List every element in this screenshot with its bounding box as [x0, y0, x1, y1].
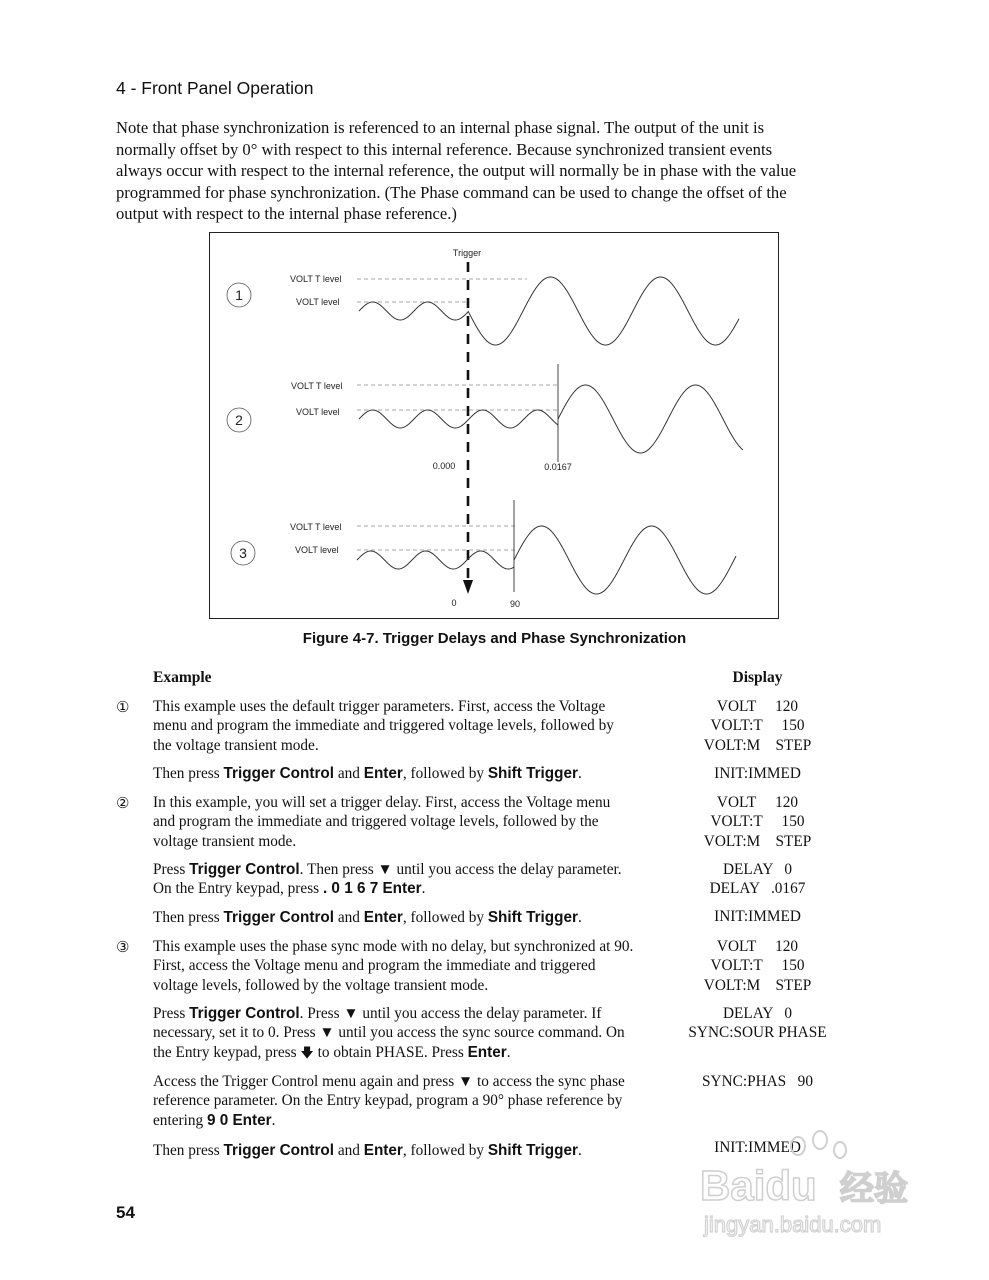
- step-2-trigger: [153, 908, 673, 927]
- intro-line: Note that phase synchronization is referenced to an internal phase signal. The output of the unit is: [116, 118, 765, 137]
- step-1-display: [670, 697, 845, 755]
- intro-paragraph: [116, 117, 866, 225]
- text: to access the sync phase: [473, 1073, 625, 1090]
- example-header: Example: [153, 669, 212, 686]
- volt-level-label: VOLT level: [296, 297, 340, 307]
- figure-frame: [210, 233, 779, 619]
- page-header: 4 - Front Panel Operation: [116, 78, 314, 98]
- text: until you access the delay parameter. If: [358, 1005, 602, 1022]
- step-2b-display: [670, 860, 845, 899]
- step-3-setup: [153, 937, 673, 995]
- text: . Press: [299, 1005, 344, 1022]
- step-2-delay: [153, 860, 673, 899]
- down-arrow-icon: ▼: [377, 861, 393, 878]
- heavy-down-arrow-icon: 🡇: [300, 1045, 314, 1061]
- step-3-display: [670, 937, 845, 995]
- key-sequence: . 0 1 6 7 Enter: [322, 880, 422, 898]
- step-3-sync-phase: [153, 1072, 673, 1130]
- step-2-display: [670, 793, 845, 851]
- display-line: DELAY 0: [723, 861, 792, 878]
- time-marker-delay: 0.0167: [544, 462, 572, 472]
- step-line: voltage levels, followed by the voltage transient mode.: [153, 976, 489, 994]
- text: until you access the sync source command. On: [334, 1024, 625, 1042]
- text: to obtain PHASE. Press: [313, 1043, 468, 1061]
- step-3-trigger: [153, 1141, 673, 1160]
- step-line: and program the immediate and triggered voltage levels, followed by the: [153, 813, 599, 831]
- text: entering: [153, 1111, 207, 1129]
- step-line: voltage transient mode.: [153, 832, 297, 850]
- step-line: In this example, you will set a trigger delay. First, access the Voltage menu: [153, 794, 611, 811]
- display-line: VOLT 120: [716, 794, 799, 811]
- key-trigger-control: Trigger Control: [189, 1005, 300, 1022]
- text: .: [577, 1142, 582, 1159]
- panel-number: 1: [235, 287, 243, 303]
- display-line: INIT:IMMED: [714, 765, 801, 782]
- display-line: VOLT 120: [716, 698, 799, 715]
- step-marker-3: ③: [116, 940, 130, 956]
- panel-number: 3: [239, 545, 247, 561]
- step-2-setup: [153, 793, 673, 851]
- phase-marker-sync: 90: [509, 599, 521, 609]
- trigger-label: Trigger: [452, 248, 482, 258]
- display-line: VOLT:T 150: [710, 813, 805, 831]
- text: .: [577, 765, 582, 782]
- text: and: [334, 1142, 364, 1159]
- display-line: VOLT:M STEP: [703, 832, 812, 850]
- step-line: This example uses the default trigger parameters. First, access the Voltage: [153, 698, 606, 715]
- text: , followed by: [402, 909, 488, 926]
- intro-line: programmed for phase synchronization. (The Phase command can be used to change the offset of the: [116, 182, 787, 202]
- display-line: DELAY .0167: [709, 880, 806, 898]
- text: and: [334, 765, 364, 782]
- key-enter: Enter: [363, 909, 403, 926]
- panel-number: 2: [235, 412, 243, 428]
- key-trigger-control: Trigger Control: [223, 909, 335, 926]
- display-line: DELAY 0: [723, 1005, 792, 1022]
- text: , followed by: [402, 765, 488, 782]
- text: Press: [153, 1005, 190, 1022]
- step-line: This example uses the phase sync mode with no delay, but synchronized at 90.: [153, 938, 634, 955]
- key-enter: Enter: [467, 1043, 507, 1061]
- step-1-setup: [153, 697, 673, 755]
- volt-level-label: VOLT level: [295, 545, 339, 555]
- down-arrow-icon: ▼: [343, 1005, 359, 1022]
- text: Then press: [153, 1142, 224, 1159]
- figure-caption: Figure 4-7. Trigger Delays and Phase Synchronization: [302, 630, 687, 647]
- step-3d-display: [670, 1138, 845, 1157]
- display-line: VOLT:M STEP: [703, 976, 812, 994]
- key-enter: Enter: [363, 765, 403, 782]
- key-trigger-control: Trigger Control: [223, 765, 335, 782]
- volt-t-level-label: VOLT T level: [290, 522, 342, 532]
- text: the Entry keypad, press: [153, 1043, 301, 1061]
- step-2c-display: [670, 907, 845, 926]
- watermark-cn: 经验: [840, 1170, 908, 1208]
- text: .: [506, 1043, 511, 1061]
- display-line: VOLT:T 150: [710, 957, 805, 975]
- down-arrow-icon: ▼: [319, 1024, 335, 1042]
- key-shift-trigger: Shift Trigger: [487, 1142, 578, 1159]
- step-line: reference parameter. On the Entry keypad, program a 90° phase reference by: [153, 1092, 623, 1110]
- step-marker-2: ②: [116, 796, 130, 812]
- display-line: SYNC:SOUR PHASE: [688, 1024, 827, 1042]
- display-line: INIT:IMMED: [714, 1139, 801, 1156]
- step-1-trigger: [153, 764, 673, 783]
- text: Press: [153, 861, 190, 878]
- display-line: VOLT:M STEP: [703, 736, 812, 754]
- trigger-delay-figure: [209, 232, 780, 621]
- text: necessary, set it to 0. Press: [153, 1024, 320, 1042]
- text: Then press: [153, 909, 224, 926]
- text: On the Entry keypad, press: [153, 880, 323, 898]
- watermark-url: jingyan.baidu.com: [704, 1212, 882, 1237]
- key-trigger-control: Trigger Control: [189, 861, 300, 878]
- page-number: 54: [116, 1203, 135, 1222]
- key-enter: Enter: [363, 1142, 403, 1159]
- volt-t-level-label: VOLT T level: [290, 274, 342, 284]
- step-marker-1: ①: [116, 700, 130, 716]
- down-arrow-icon: ▼: [458, 1073, 474, 1090]
- text: and: [334, 909, 364, 926]
- key-shift-trigger: Shift Trigger: [487, 909, 578, 926]
- intro-line: normally offset by 0° with respect to this internal reference. Because synchronized transient events: [116, 139, 773, 159]
- time-marker-start: 0.000: [432, 461, 456, 471]
- display-line: VOLT 120: [716, 938, 799, 955]
- key-trigger-control: Trigger Control: [223, 1142, 335, 1159]
- step-1b-display: [670, 764, 845, 783]
- watermark-brand: Baidu: [700, 1162, 817, 1209]
- display-line: INIT:IMMED: [714, 908, 801, 925]
- step-line: menu and program the immediate and triggered voltage levels, followed by: [153, 717, 614, 735]
- step-line: the voltage transient mode.: [153, 736, 319, 754]
- text: Access the Trigger Control menu again and press: [153, 1073, 459, 1090]
- key-sequence: 9 0 Enter: [206, 1111, 272, 1129]
- text: Then press: [153, 765, 224, 782]
- intro-line: always occur with respect to the internal reference, the output will normally be in phase with the value: [116, 161, 797, 181]
- text: .: [577, 909, 582, 926]
- volt-t-level-label: VOLT T level: [291, 381, 343, 391]
- key-shift-trigger: Shift Trigger: [487, 765, 578, 782]
- display-line: VOLT:T 150: [710, 717, 805, 735]
- step-3c-display: [670, 1072, 845, 1091]
- text: .: [421, 880, 426, 898]
- volt-level-label: VOLT level: [296, 407, 340, 417]
- text: until you access the delay parameter.: [392, 861, 622, 878]
- intro-line: output with respect to the internal phase reference.): [116, 204, 457, 224]
- display-line: SYNC:PHAS 90: [702, 1073, 813, 1090]
- step-3-sync-source: [153, 1004, 673, 1063]
- text: .: [271, 1111, 276, 1129]
- display-header: Display: [732, 669, 783, 686]
- step-3b-display: [670, 1004, 845, 1043]
- phase-marker-start: 0: [451, 598, 457, 608]
- text: . Then press: [299, 861, 378, 878]
- text: , followed by: [402, 1142, 488, 1159]
- step-line: First, access the Voltage menu and program the immediate and triggered: [153, 957, 596, 975]
